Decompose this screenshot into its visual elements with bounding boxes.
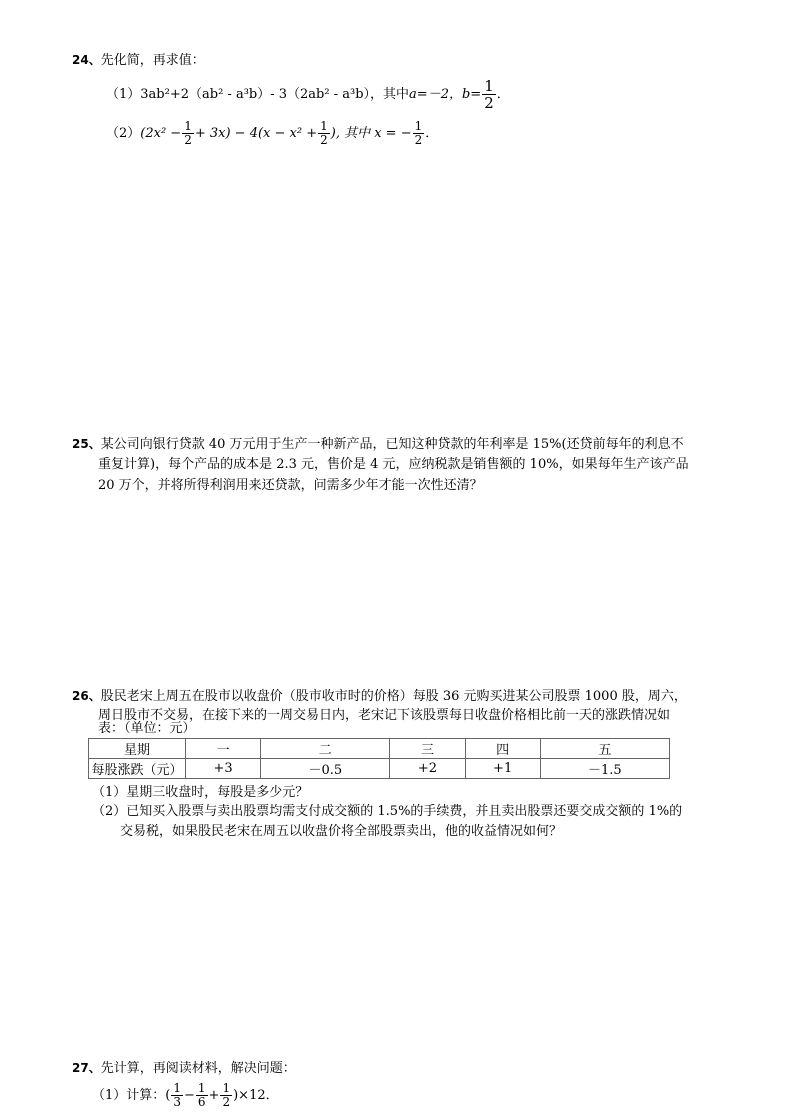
- fraction-b: $\frac{1}{2}$: [484, 77, 494, 112]
- part-label: （1）: [106, 87, 141, 102]
- question-24-part-2: （2）(2x² − $\frac{1}{2}$ + 3x) − 4(x − x² + $\frac{1}{2}$ ), 其中 x = − $\frac{1}{2}$ ．: [106, 119, 439, 147]
- question-24-heading: [72, 50, 205, 71]
- table-header-row: [89, 739, 670, 759]
- table-cell: +1: [465, 759, 540, 779]
- table-cell: 星期: [89, 739, 186, 759]
- question-27-heading: [72, 1058, 296, 1079]
- table-cell: 四: [465, 739, 540, 759]
- question-text: 股民老宋上周五在股市以收盘价（股市收市时的价格）每股 36 元购买进某公司股票 1000 股，周六，: [100, 689, 687, 704]
- fraction-2: $\frac{1}{6}$: [197, 1081, 206, 1109]
- part-label: （2）: [106, 126, 141, 141]
- question-title: 先化简，再求值：: [100, 53, 205, 68]
- question-text: 某公司向银行贷款 40 万元用于生产一种新产品，已知这种贷款的年利率是 15%(还贷前每年的利息不: [100, 437, 684, 452]
- question-number: 26、: [72, 689, 101, 703]
- part-label: （1）计算：: [92, 1088, 166, 1103]
- question-26-line-1: [72, 686, 687, 707]
- condition-text: ，其中: [370, 87, 410, 102]
- table-cell: 三: [390, 739, 465, 759]
- expression-c: ), 其中 x = −: [330, 126, 412, 141]
- question-26-line-3: 表：（单位：元）: [98, 721, 196, 736]
- value-a: a=－2，: [409, 87, 462, 102]
- fraction-3: $\frac{1}{2}$: [414, 119, 423, 147]
- table-cell: +2: [390, 759, 465, 779]
- question-26-sub-2-line-2: 交易税，如果股民老宋在周五以收盘价将全部股票卖出，他的收益情况如何？: [120, 824, 563, 839]
- question-25-line-3: 20 万个，并将所得利润用来还贷款，问需多少年才能一次性还清？: [98, 478, 483, 493]
- question-26-sub-1: （1）星期三收盘时，每股是多少元？: [92, 785, 309, 800]
- tail-text: ×12．: [238, 1088, 279, 1103]
- table-row: [89, 759, 670, 779]
- question-24-part-1: （1）3ab²+2（ab² - a³b）- 3（2ab² - a³b），其中a=－2，b= $\frac{1}{2}$ ．: [106, 77, 510, 112]
- fraction-2: $\frac{1}{2}$: [320, 119, 328, 147]
- question-26-sub-2-line-1: （2）已知买入股票与卖出股票均需支付成交额的 1.5%的手续费，并且卖出股票还要交成交额的 1%的: [92, 804, 683, 819]
- table-cell: 每股涨跌（元）: [89, 759, 186, 779]
- fraction-1: $\frac{1}{2}$: [184, 119, 192, 147]
- question-number: 24、: [72, 53, 101, 67]
- table-cell: 一: [186, 739, 261, 759]
- question-26-line-2: 周日股市不交易，在接下来的一周交易日内，老宋记下该股票每日收盘价格相比前一天的涨跌情况如: [98, 708, 671, 723]
- table-cell: 五: [540, 739, 669, 759]
- question-number: 25、: [72, 437, 101, 451]
- table-cell: +3: [186, 759, 261, 779]
- question-number: 27、: [72, 1061, 101, 1075]
- fraction-1: $\frac{1}{3}$: [173, 1081, 181, 1109]
- question-title: 先计算，再阅读材料，解决问题：: [100, 1061, 296, 1076]
- price-change-table: [88, 738, 670, 779]
- expression-b: + 3x) − 4(x − x² +: [194, 126, 318, 141]
- table-cell: 二: [261, 739, 390, 759]
- question-25-line-2: 重复计算)，每个产品的成本是 2.3 元，售价是 4 元，应纳税款是销售额的 10%，如果每年生产该产品: [98, 457, 689, 472]
- expression: 3ab²+2（ab² - a³b）- 3（2ab² - a³b）: [140, 87, 371, 102]
- expression-a: (2x² −: [140, 126, 182, 141]
- value-b-label: b=: [461, 87, 482, 102]
- question-27-part-1: （1）计算：( $\frac{1}{3}$ − $\frac{1}{6}$ + $\frac{1}{2}$ )×12．: [92, 1081, 279, 1109]
- table-cell: －1.5: [540, 759, 669, 779]
- fraction-3: $\frac{1}{2}$: [222, 1081, 231, 1109]
- question-25-line-1: [72, 434, 684, 455]
- table-cell: －0.5: [261, 759, 390, 779]
